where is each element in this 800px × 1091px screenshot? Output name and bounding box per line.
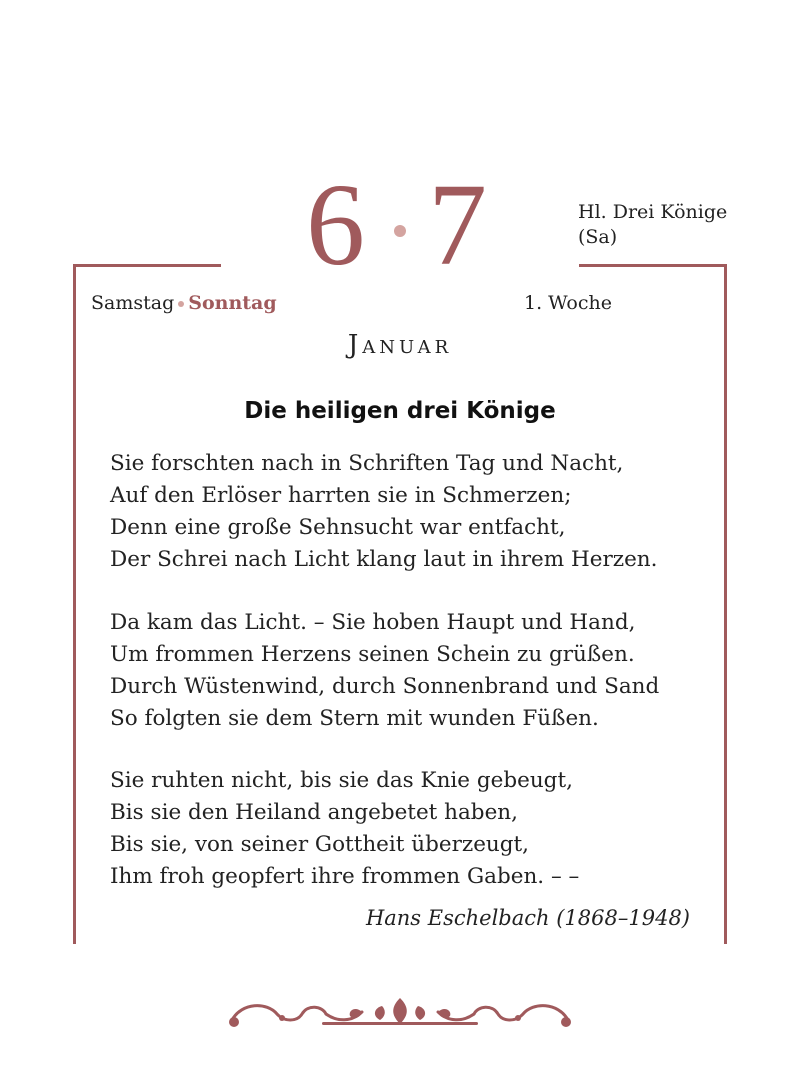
frame-top-left-border xyxy=(73,264,221,267)
weekday-sunday: Sonntag xyxy=(188,292,277,314)
poem-line: Sie ruhten nicht, bis sie das Knie gebeugt, xyxy=(110,768,573,793)
poem-line: Da kam das Licht. – Sie hoben Haupt und Hand, xyxy=(110,610,636,635)
poem-line: Sie forschten nach in Schriften Tag und Nacht, xyxy=(110,451,624,476)
day-separator-dot xyxy=(394,225,406,237)
holiday-day: (Sa) xyxy=(578,226,618,248)
ornament-flourish-icon xyxy=(222,992,578,1032)
poem-stanza-1 xyxy=(110,448,657,576)
poem-title: Die heiligen drei Könige xyxy=(244,398,556,424)
poem-line: Auf den Erlöser harrten sie in Schmerzen; xyxy=(110,483,572,508)
day-number-right: 7 xyxy=(428,159,487,290)
poem-line: Der Schrei nach Licht klang laut in ihrem Herzen. xyxy=(110,547,658,572)
weekday-separator-dot xyxy=(178,301,184,307)
poem-line: Bis sie, von seiner Gottheit überzeugt, xyxy=(110,832,529,857)
holiday-name: Hl. Drei Könige xyxy=(578,201,728,223)
frame-right-border xyxy=(724,264,727,944)
poem-line: Bis sie den Heiland angebetet haben, xyxy=(110,800,518,825)
day-number-left: 6 xyxy=(306,159,365,290)
week-number: 1. Woche xyxy=(524,292,612,314)
poem-stanza-2 xyxy=(110,607,659,735)
poem-line: Denn eine große Sehnsucht war entfacht, xyxy=(110,515,566,540)
weekdays xyxy=(91,292,277,314)
poem-line: So folgten sie dem Stern mit wunden Füßen. xyxy=(110,706,599,731)
frame-top-right-border xyxy=(579,264,727,267)
poem-author: Hans Eschelbach (1868–1948) xyxy=(365,906,690,930)
poem-line: Durch Wüstenwind, durch Sonnenbrand und Sand xyxy=(110,674,660,699)
frame-left-border xyxy=(73,264,76,944)
poem-stanza-3 xyxy=(110,765,579,893)
holiday-note xyxy=(578,200,727,250)
month-title: Januar xyxy=(347,330,453,360)
poem-line: Ihm froh geopfert ihre frommen Gaben. – – xyxy=(110,864,580,889)
poem-line: Um frommen Herzens seinen Schein zu grüßen. xyxy=(110,642,635,667)
weekday-saturday: Samstag xyxy=(91,292,175,314)
